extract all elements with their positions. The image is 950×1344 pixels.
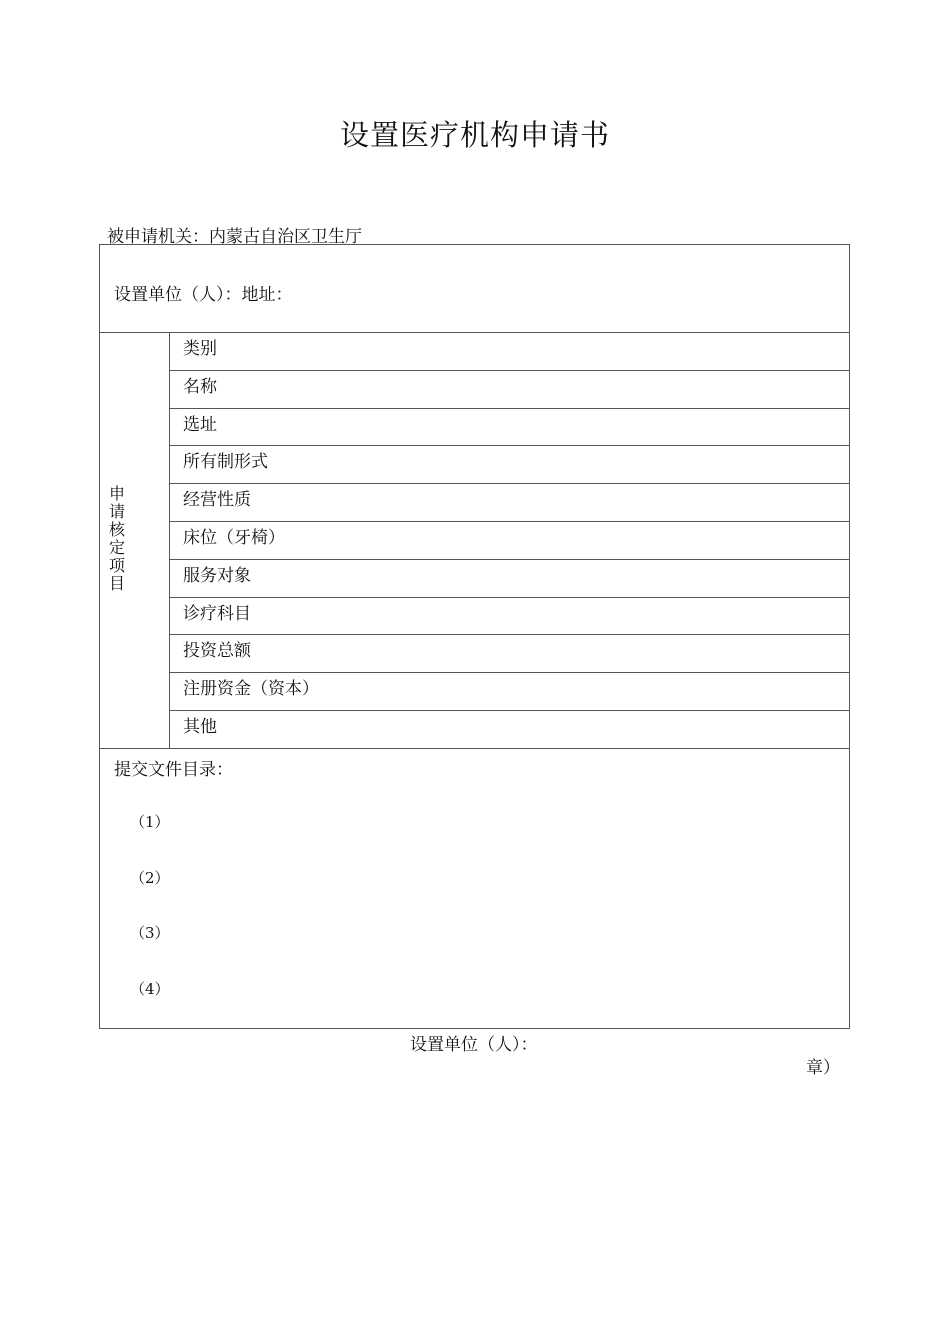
applicant-address-label: 设置单位（人）：地址：: [114, 285, 293, 305]
item-row-ownership[interactable]: [170, 446, 849, 484]
items-section-header: [100, 333, 170, 748]
item-label: 注册资金（资本）: [183, 679, 319, 700]
items-section: [100, 333, 849, 749]
file-entry[interactable]: （1）: [130, 813, 170, 831]
application-form-table: [99, 244, 850, 1029]
item-label: 类别: [183, 339, 217, 359]
item-row-investment[interactable]: [170, 635, 849, 673]
file-entry[interactable]: （4）: [130, 980, 170, 998]
submitted-files-section: [100, 749, 849, 1028]
item-row-category[interactable]: [170, 333, 849, 371]
item-label: 所有制形式: [183, 452, 268, 473]
items-list: [170, 333, 849, 748]
signature-label: 设置单位（人）：: [410, 1035, 538, 1055]
item-label: 床位（牙椅）: [183, 527, 285, 548]
item-row-registered-capital[interactable]: [170, 673, 849, 711]
item-label: 选址: [183, 414, 217, 435]
file-entry[interactable]: （3）: [130, 924, 170, 942]
items-section-label: 申请核定项目: [108, 484, 125, 593]
item-label: 名称: [183, 376, 217, 397]
item-label: 服务对象: [183, 565, 251, 586]
item-row-service-target[interactable]: [170, 560, 849, 598]
item-row-departments[interactable]: [170, 598, 849, 636]
seal-label: 章）: [806, 1058, 840, 1078]
item-row-beds[interactable]: [170, 522, 849, 560]
document-title: 设置医疗机构申请书: [339, 118, 610, 152]
item-label: 诊疗科目: [183, 603, 251, 624]
item-row-business-nature[interactable]: [170, 484, 849, 522]
item-label: 投资总额: [183, 641, 251, 662]
item-label: 经营性质: [183, 490, 251, 511]
item-row-name[interactable]: [170, 371, 849, 409]
submitted-files-heading: 提交文件目录：: [114, 760, 233, 780]
item-row-other[interactable]: [170, 711, 849, 749]
item-row-location[interactable]: [170, 409, 849, 447]
receiving-authority: 被申请机关：内蒙古自治区卫生厅: [107, 227, 362, 247]
item-label: 其他: [183, 716, 217, 737]
file-entry[interactable]: （2）: [130, 869, 170, 887]
applicant-address-row: [100, 245, 849, 333]
